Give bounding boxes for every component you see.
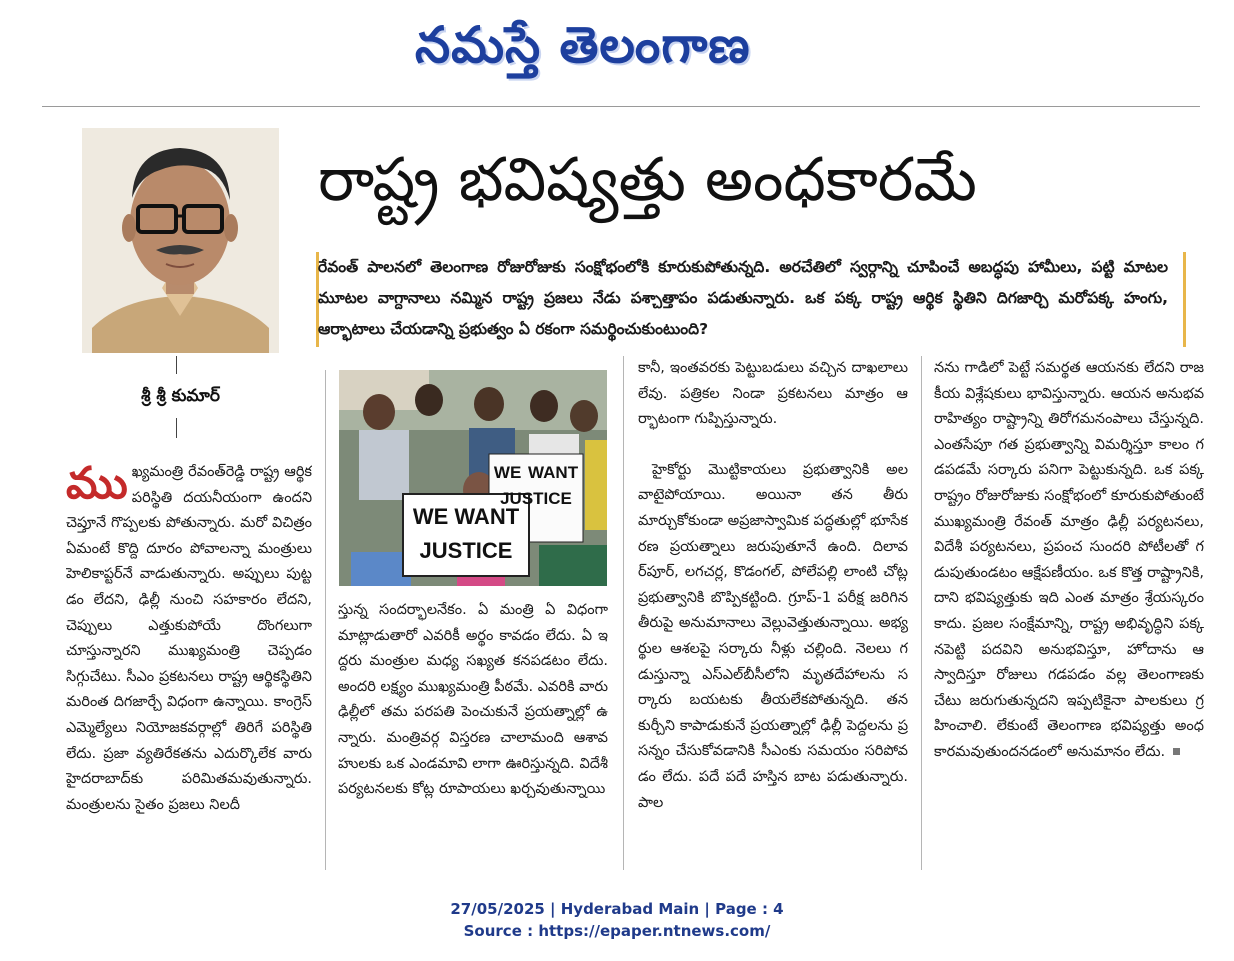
newspaper-masthead: నమస్తే తెలంగాణ bbox=[415, 15, 751, 74]
column-divider-2 bbox=[623, 356, 624, 870]
author-byline: శ్రీ శ్రీ కుమార్ bbox=[141, 386, 220, 406]
article-end-mark bbox=[1173, 748, 1180, 755]
footer-edition-info: 27/05/2025 | Hyderabad Main | Page : 4 bbox=[450, 900, 784, 918]
article-column-4 bbox=[934, 356, 1204, 870]
footer-source[interactable]: Source : https://epaper.ntnews.com/ bbox=[463, 922, 771, 940]
column-divider-3 bbox=[921, 356, 922, 870]
protest-photo bbox=[339, 370, 607, 586]
column-4-text: నను గాడిలో పెట్టే సమర్థత ఆయనకు లేదని రాజకీయ విశ్లేషకులు భావిస్తున్నారు. ఆయన అనుభవరాహిత్యం రాష్ట్రాన్ని తిరోగమనంపాలు చేస్తున్నది. ఎంతసేపూ గత ప్రభుత్వాన్ని విమర్శిస్తూ కాలం గడపడమే సర్కారు పనిగా పెట్టుకున్నది. ఒక పక్క రాష్ట్రం రోజురోజుకు సంక్షోభంలో కూరుకుపోతుంటే ముఖ్యమంత్రి రేవంత్ మాత్రం ఢిల్లీ పర్యటనలు, విదేశీ పర్యటనలు, ప్రపంచ సుందరి పోటీలతో గడుపుతుండటం ఆక్షేపణీయం. ఒక కొత్త రాష్ట్రానికి, దాని భవిష్యత్తుకు ఇది ఎంత మాత్రం శ్రేయస్కరం కాదు. ప్రజల సంక్షేమాన్ని, రాష్ట్ర అభివృద్ధిని పక్కనపెట్టి పదవిని అనుభవిస్తూ, హోదాను ఆస్వాదిస్తూ రోజులు గడపడం వల్ల తెలంగాణకు చేటు జరుగుతున్నదని ఇప్పటికైనా పాలకులు గ్రహించాలి. లేకుంటే తెలంగాణ భవిష్యత్తు అంధకారమవుతుందనడంలో అనుమానం లేదు. bbox=[934, 360, 1204, 760]
column-divider-1 bbox=[325, 370, 326, 870]
byline-tick-top bbox=[176, 356, 177, 374]
article-column-1 bbox=[66, 460, 312, 872]
page-footer bbox=[0, 898, 1234, 942]
header-divider bbox=[42, 106, 1200, 107]
column-3-para-1: కానీ, ఇంతవరకు పెట్టుబడులు వచ్చిన దాఖలాలు లేవు. పత్రికల నిండా ప్రకటనలు మాత్రం ఆర్భాటంగా గుప్పిస్తున్నారు. bbox=[638, 360, 908, 428]
author-portrait-illustration bbox=[82, 128, 279, 353]
article-column-3 bbox=[638, 356, 908, 870]
article-column-2 bbox=[338, 598, 608, 870]
protest-sign-secondary: WE WANT JUSTICE bbox=[493, 463, 579, 508]
lead-accent-right bbox=[1183, 252, 1186, 347]
byline-tick-bottom bbox=[176, 418, 177, 438]
column-3-para-2: హైకోర్టు మొట్టికాయలు ప్రభుత్వానికి అలవాటైపోయాయి. అయినా తన తీరు మార్చుకోకుండా అప్రజాస్వామిక పద్ధతుల్లో భూసేకరణ ప్రయత్నాలు జరుపుతూనే ఉంది. దిలావర్‌పూర్, లగచర్ల, కొడంగల్, పోలేపల్లి లాంటి చోట్ల ప్రభుత్వానికి బొప్పికట్టింది. గ్రూప్-1 పరీక్ష జరిగిన తీరుపై అనుమానాలు వెల్లువెత్తుతున్నాయి. అభ్యర్థుల ఆశలపై సర్కారు నీళ్లు చల్లింది. నెలలు గడుస్తున్నా ఎస్‌ఎల్‌బీసీలోని మృతదేహాలను సర్కారు బయటకు తీయలేకపోతున్నది. తన కుర్చీని కాపాడుకునే ప్రయత్నాల్లో ఢిల్లీ పెద్దలను ప్రసన్నం చేసుకోవడానికి సీఎంకు సమయం సరిపోవడం లేదు. పదే పదే హస్తిన బాట పడుతున్నారు. పాల bbox=[638, 461, 908, 811]
article-headline: రాష్ట్ర భవిష్యత్తు అంధకారమే bbox=[318, 145, 977, 215]
column-2-text: స్తున్న సందర్భాలనేకం. ఏ మంత్రి ఏ విధంగా మాట్లాడుతారో ఎవరికీ అర్థం కావడం లేదు. ఏ ఇద్దరు మంత్రుల మధ్య సఖ్యత కనపడటం లేదు. అందరి లక్ష్యం ముఖ్యమంత్రి పీఠమే. ఎవరికి వారు ఢిల్లీలో తమ పరపతి పెంచుకునే ప్రయత్నాల్లో ఉన్నారు. మంత్రివర్గ విస్తరణ చాలామంది ఆశావహులకు ఒక ఎండమావి లాగా ఊరిస్తున్నది. విదేశీ పర్యటనలకు కోట్ల రూపాయలు ఖర్చవుతున్నాయి bbox=[338, 602, 608, 798]
drop-cap: ము bbox=[66, 460, 128, 509]
article-lead: రేవంత్ పాలనలో తెలంగాణ రోజురోజుకు సంక్షోభంలోకి కూరుకుపోతున్నది. అరచేతిలో స్వర్గాన్ని చూపించే అబద్ధపు హామీలు, పట్టి మాటల మూటల వాగ్దానాలు నమ్మిన రాష్ట్ర ప్రజలు నేడు పశ్చాత్తాపం పడుతున్నారు. ఒక పక్క రాష్ట్ర ఆర్థిక స్థితిని దిగజార్చి మరోపక్క హంగు, ఆర్భాటాలు చేయడాన్ని ప్రభుత్వం ఏ రకంగా సమర్థించుకుంటుంది? bbox=[318, 258, 1168, 338]
protest-sign-primary: WE WANT JUSTICE bbox=[412, 504, 520, 563]
column-1-text: ఖ్యమంత్రి రేవంత్‌రెడ్డి రాష్ట్ర ఆర్థిక పరిస్థితి దయనీయంగా ఉందని చెప్తూనే గొప్పలకు పోతున్నారు. మరో విచిత్రం ఏమంటే కొద్ది దూరం పోవాలన్నా మంత్రులు హెలికాప్టర్‌నే వాడుతున్నారు. అప్పులు పుట్టడం లేదని, ఢిల్లీ నుంచి సహకారం లేదని, చెప్పులు ఎత్తుకుపోయే దొంగలుగా చూస్తున్నారని ముఖ్యమంత్రి చెప్పడం సిగ్గుచేటు. సీఎం ప్రకటనలు రాష్ట్ర ఆర్థికస్థితిని మరింత దిగజార్చే విధంగా ఉన్నాయి. కాంగ్రెస్ ఎమ్మెల్యేలు నియోజకవర్గాల్లో తిరిగే పరిస్థితి లేదు. ప్రజా వ్యతిరేకతను ఎదుర్కొలేక వారు హైదరాబాద్‌కు పరిమితమవుతున్నారు. మంత్రులను సైతం ప్రజలు నిలదీ bbox=[66, 464, 312, 813]
author-photo bbox=[82, 128, 279, 353]
